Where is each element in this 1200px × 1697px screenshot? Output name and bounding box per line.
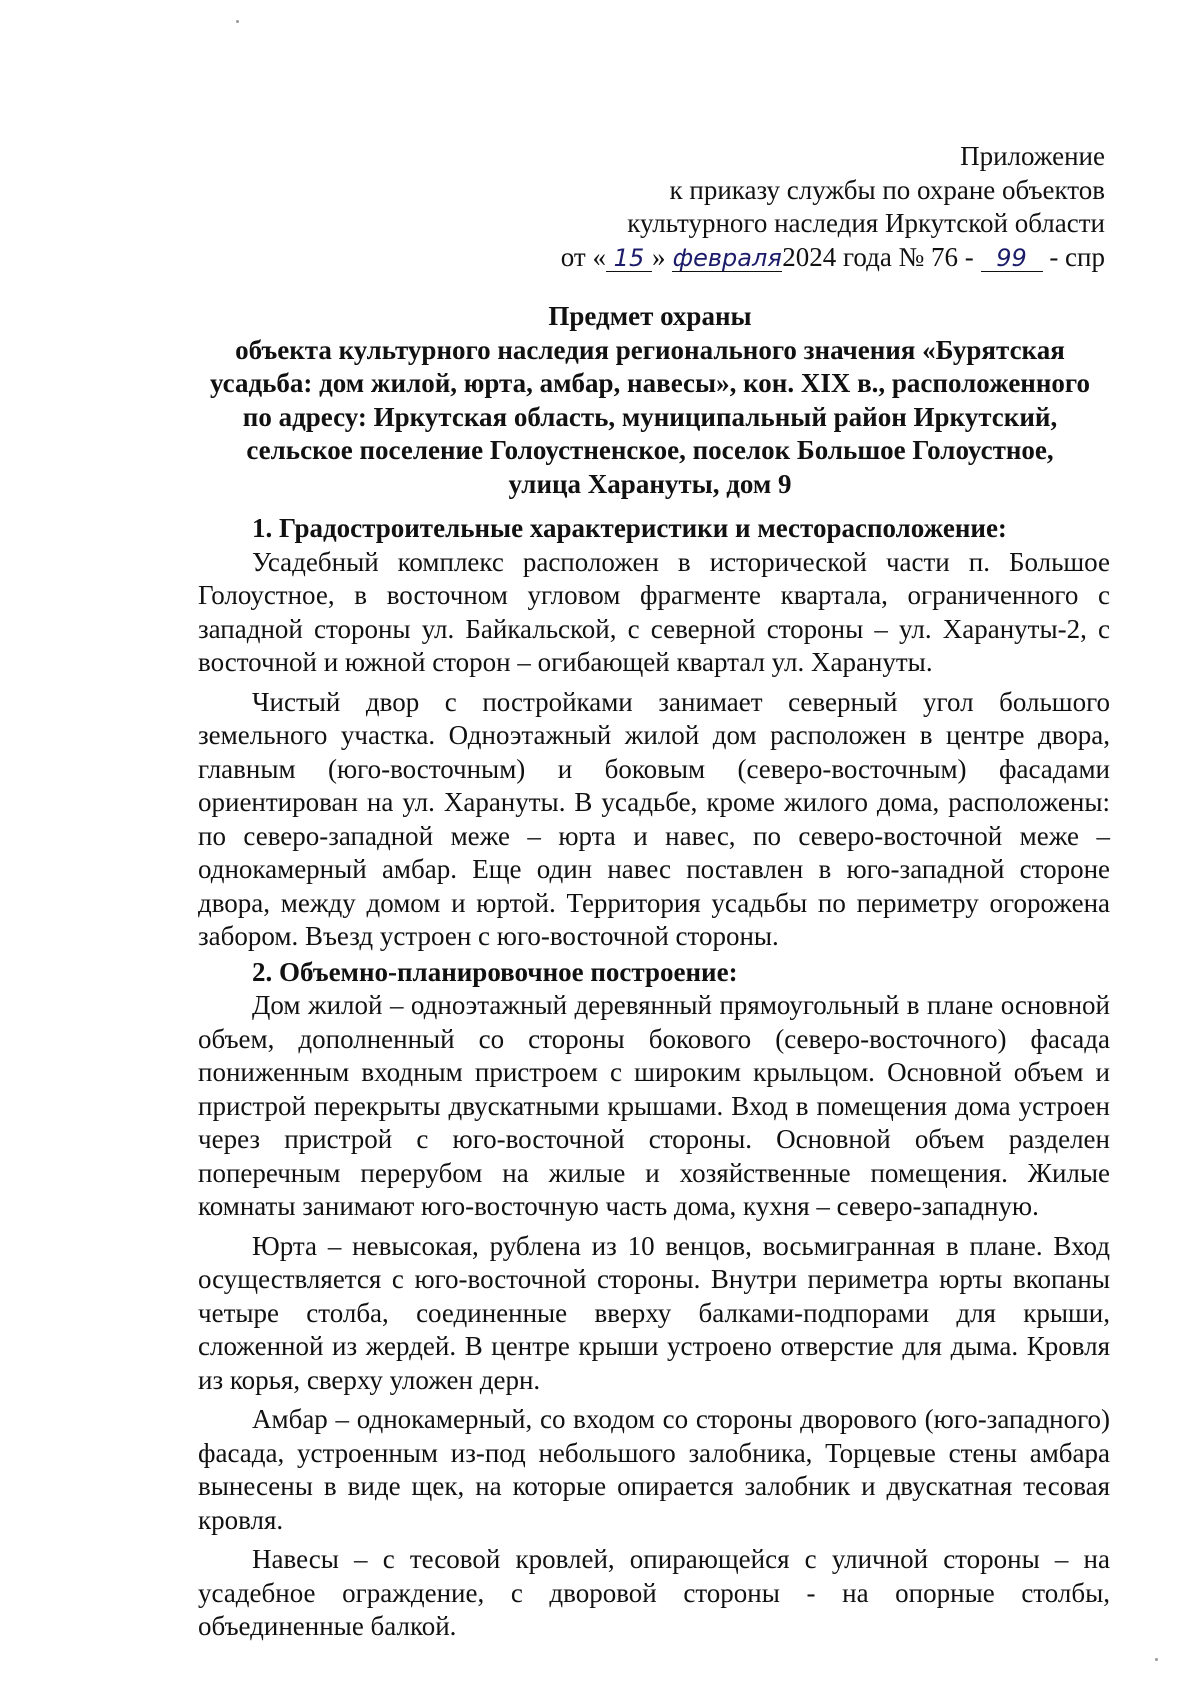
scan-speck bbox=[236, 20, 239, 23]
section-2-paragraph: Дом жилой – одноэтажный деревянный прямоугольный в плане основной объем, дополненный со стороны бокового (северо-восточного) фасада пониженным входным пристроем с широким крыльцом. Основной объем и пристрой перекрыты двускатными крышами. Вход в помещения дома устроен через пристрой с юго-восточной стороны. Основной объем разделен поперечным перерубом на жилые и хозяйственные помещения. Жилые комнаты занимают юго-восточную часть дома, кухня – северо-западную. bbox=[198, 990, 1110, 1221]
appendix-title: Приложение bbox=[960, 141, 1105, 171]
section-1-paragraph: Усадебный комплекс расположен в исторической части п. Большое Голоустное, в восточном угловом фрагменте квартала, ограниченного с западной стороны ул. Байкальской, с северной стороны – ул. Харануты-2, с восточной и южной сторон – огибающей квартал ул. Харануты. bbox=[198, 546, 1110, 677]
section-2-paragraph: Навесы – с тесовой кровлей, опирающейся с уличной стороны – на усадебное ограждение, с дворовой стороны - на опорные столбы, объединенные балкой. bbox=[198, 1544, 1110, 1641]
section-2-paragraph: Юрта – невысокая, рублена из 10 венцов, восьмигранная в плане. Вход осуществляется с юго-восточной стороны. Внутри периметра юрты вкопаны четыре столба, соединенные вверху балками-подпорами для крыши, сложенной из жердей. В центре крыши устроено отверстие для дыма. Кровля из корья, сверху уложен дерн. bbox=[198, 1230, 1110, 1395]
title-line: объекта культурного наследия регионального значения «Бурятская bbox=[235, 334, 1065, 365]
order-year-text: 2024 года № 76 - bbox=[782, 241, 974, 272]
section-1-heading: 1. Градостроительные характеристики и месторасположение: bbox=[252, 513, 1007, 543]
appendix-order-date bbox=[561, 241, 1105, 275]
appendix-line-agency: культурного наследия Иркутской области bbox=[627, 208, 1105, 238]
document-body bbox=[198, 512, 1110, 1644]
order-date-prefix: от « bbox=[560, 241, 606, 272]
title-line: сельское поселение Голоустненское, поселок Большое Голоустное, bbox=[246, 435, 1054, 465]
document-title bbox=[190, 300, 1110, 501]
section-2-heading: 2. Объемно-планировочное построение: bbox=[252, 956, 738, 987]
handwritten-month: февраля bbox=[672, 243, 782, 272]
handwritten-order-number: 99 bbox=[981, 245, 1043, 272]
order-number-suffix: - спр bbox=[1049, 241, 1105, 272]
order-date-mid: » bbox=[651, 241, 666, 272]
appendix-line-order-ref: к приказу службы по охране объектов bbox=[669, 174, 1105, 205]
scan-speck bbox=[1155, 1658, 1158, 1661]
title-line: усадьба: дом жилой, юрта, амбар, навесы», кон. XIX в., расположенного bbox=[209, 368, 1091, 398]
title-line: по адресу: Иркутская область, муниципальный район Иркутский, bbox=[242, 401, 1058, 432]
title-line: улица Харануты, дом 9 bbox=[508, 468, 792, 499]
appendix-block bbox=[561, 140, 1105, 274]
handwritten-day: 15 bbox=[606, 245, 652, 272]
section-2-paragraph: Амбар – однокамерный, со входом со стороны дворового (юго-западного) фасада, устроенным из-под небольшого залобника, Торцевые стены амбара вынесены в виде щек, на которые опирается залобник и двускатная тесовая кровля. bbox=[198, 1404, 1110, 1535]
title-main: Предмет охраны bbox=[548, 301, 752, 331]
section-1-paragraph: Чистый двор с постройками занимает северный угол большого земельного участка. Одноэтажный жилой дом расположен в центре двора, главным (юго-восточным) и боковым (северо-восточным) фасадами ориентирован на ул. Харануты. В усадьбе, кроме жилого дома, расположены: по северо-западной меже – юрта и навес, по северо-восточной меже – однокамерный амбар. Еще один навес поставлен в юго-западной стороне двора, между домом и юртой. Территория усадьбы по периметру огорожена забором. Въезд устроен с юго-восточной стороны. bbox=[198, 686, 1110, 951]
